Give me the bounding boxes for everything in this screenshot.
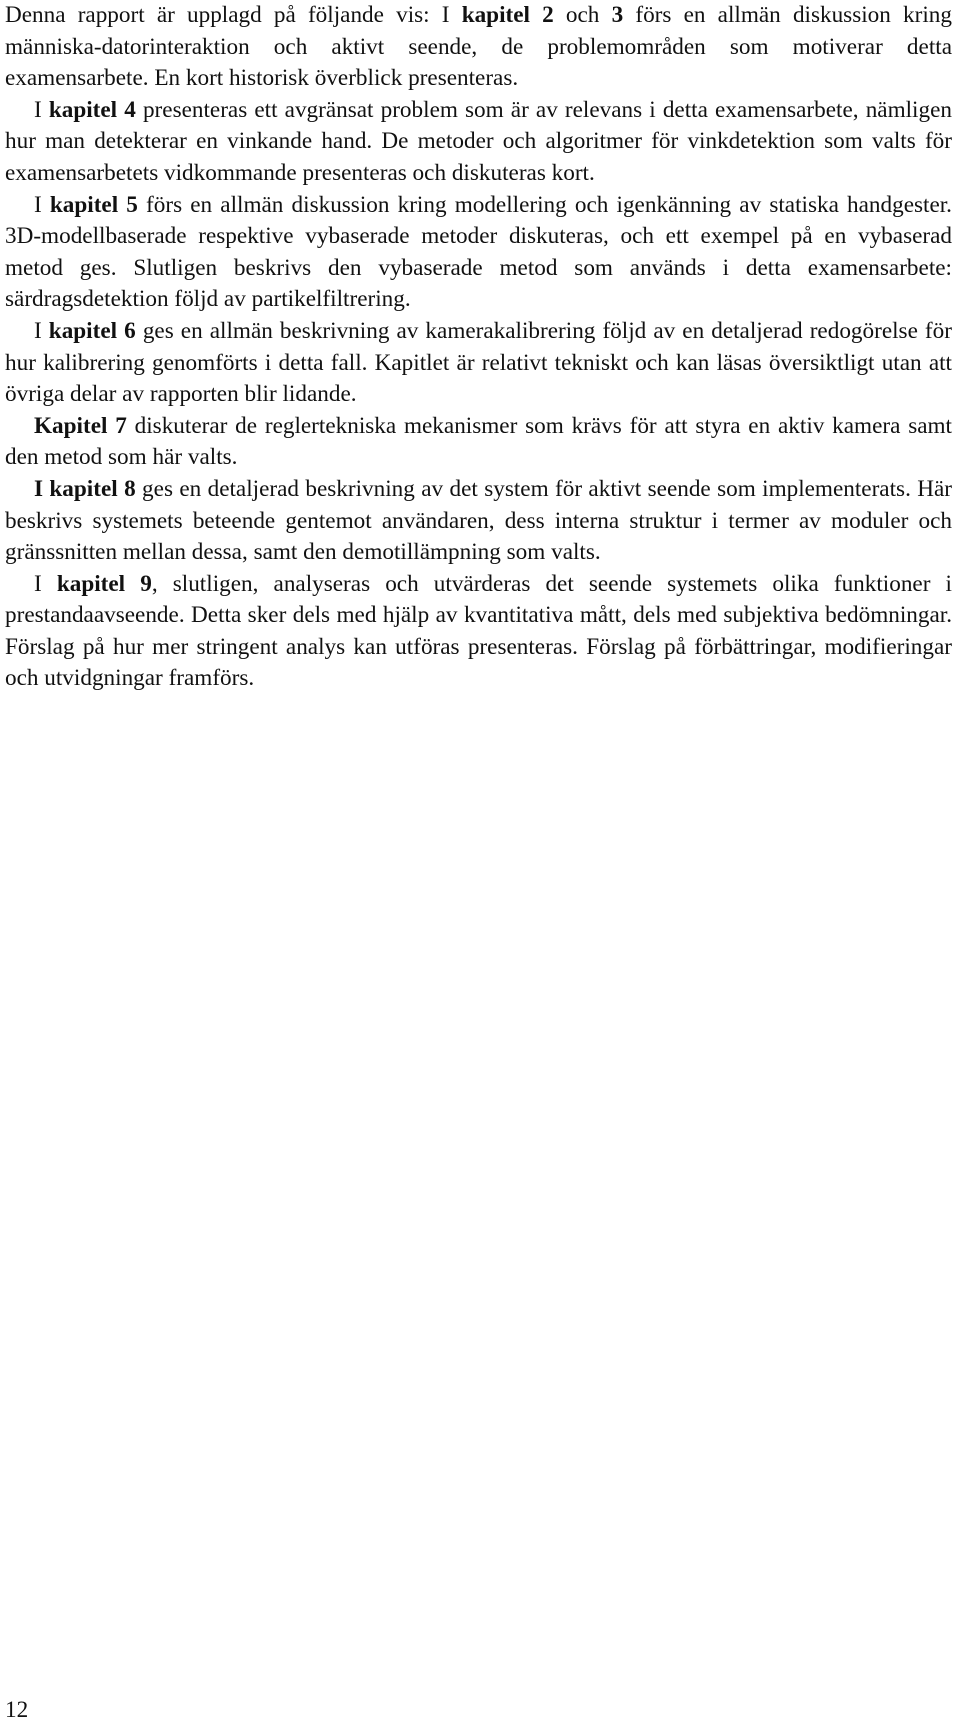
- text-segment: förs en allmän diskussion kring modellering och igenkänning av statiska handgester. 3D-modellbaserade respektive vybaserade metoder diskuteras, och ett exempel på en vybaserad metod ges. Slutligen beskrivs den vybaserade metod som används i detta examensarbete: särdragsdetektion följd av partikelfiltrering.: [5, 191, 952, 313]
- chapter-reference: kapitel 4: [48, 96, 136, 123]
- text-segment: förs en allmän diskussion kring människa-datorinteraktion och aktivt seende, de problemområden som motiverar detta examensarbete. En kort historisk överblick presenteras.: [5, 2, 952, 92]
- paragraph-chapter-9: [5, 569, 952, 695]
- chapter-reference: kapitel 5: [49, 191, 138, 218]
- chapter-reference: kapitel 6: [48, 317, 136, 344]
- text-segment: presenteras ett avgränsat problem som är av relevans i detta examensarbete, nämligen hur man detekterar en vinkande hand. De metoder och algoritmer för vinkdetektion som valts för examensarbetets vidkommande presenteras och diskuteras kort.: [5, 96, 952, 186]
- text-segment: ges en allmän beskrivning av kamerakalibrering följd av en detaljerad redogörelse för hur kalibrering genomförts i detta fall. Kapitlet är relativt tekniskt och kan läsas översiktligt utan att övriga delar av rapporten blir lidande.: [5, 317, 952, 408]
- text-segment: diskuterar de reglertekniska mekanismer som krävs för att styra en aktiv kamera samt den metod som här valts.: [5, 412, 952, 471]
- page-number: 12: [5, 1697, 29, 1723]
- text-segment: I: [34, 96, 49, 123]
- text-segment: I: [34, 570, 57, 597]
- text-segment: I: [34, 191, 50, 218]
- chapter-reference: Kapitel 7: [34, 412, 127, 439]
- document-body: [5, 0, 952, 695]
- text-segment: ges en detaljerad beskrivning av det system för aktivt seende som implementerats. Här beskrivs systemets beteende gentemot användaren, dess interna struktur i termer av moduler och gränssnitten mellan dessa, samt den demotillämpning som valts.: [5, 475, 952, 566]
- chapter-reference: kapitel 2: [461, 2, 554, 28]
- paragraph-chapter-7: [5, 411, 952, 474]
- paragraph-chapter-4: [5, 95, 952, 190]
- text-segment: I: [34, 317, 49, 344]
- paragraph-chapter-6: [5, 316, 952, 411]
- chapter-reference: I kapitel 8: [34, 475, 136, 502]
- chapter-reference: 3: [611, 2, 624, 28]
- text-segment: och: [553, 2, 612, 28]
- paragraph-chapter-5: [5, 190, 952, 316]
- chapter-reference: kapitel 9: [56, 570, 152, 597]
- text-segment: , slutligen, analyseras och utvärderas det seende systemets olika funktioner i prestandaavseende. Detta sker dels med hjälp av kvantitativa mått, dels med subjektiva bedömningar. Förslag på hur mer stringent analys kan utföras presenteras. Förslag på förbättringar, modifieringar och utvidgningar framförs.: [5, 570, 952, 692]
- paragraph-intro: [5, 0, 952, 95]
- paragraph-chapter-8: [5, 474, 952, 569]
- text-segment: Denna rapport är upplagd på följande vis: I: [5, 2, 462, 28]
